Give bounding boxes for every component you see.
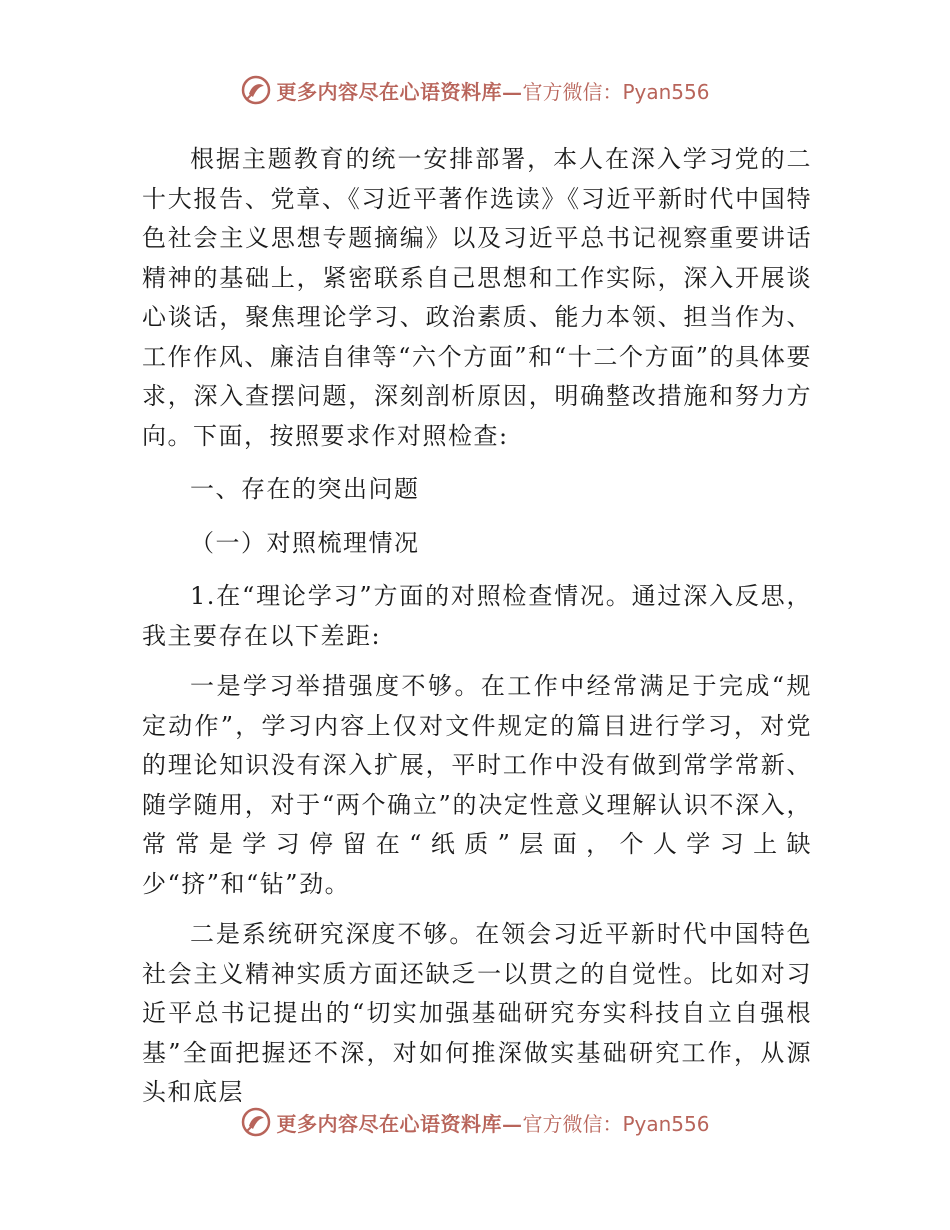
point-one-paragraph: 一是学习举措强度不够。在工作中经常满足于完成“规定动作”，学习内容上仅对文件规定的篇目进行学习，对党的理论知识没有深入扩展，平时工作中没有做到常学常新、随学随用，对于“两个确立”的决定性意义理解认识不深入，常常是学习停留在“纸质”层面，个人学习上缺少“挤”和“钻”劲。: [142, 672, 812, 898]
intro-paragraph: 根据主题教育的统一安排部署，本人在深入学习党的二十大报告、党章、《习近平著作选读》《习近平新时代中国特色社会主义思想专题摘编》以及习近平总书记视察重要讲话精神的基础上，紧密联系自己思想和工作实际，深入开展谈心谈话，聚焦理论学习、政治素质、能力本领、担当作为、工作作风、廉洁自律等“六个方面”和“十二个方面”的具体要求，深入查摆问题，深刻剖析原因，明确整改措施和努力方向。下面，按照要求作对照检查:: [142, 145, 812, 450]
section-heading: 一、存在的突出问题: [190, 475, 420, 503]
banner-text: 更多内容尽在心语资料库—: [276, 1111, 523, 1136]
subsection-heading: （一）对照梳理情况: [190, 528, 420, 557]
item-paragraph: 1.在“理论学习”方面的对照检查情况。通过深入反思，我主要存在以下差距:: [142, 582, 812, 650]
document-body: [142, 140, 812, 1113]
header-watermark-banner: [0, 70, 950, 110]
footer-watermark-banner: [0, 1102, 950, 1142]
logo-icon: [240, 1106, 272, 1138]
banner-wechat: 官方微信：Pyan556: [522, 79, 710, 104]
banner-wechat: 官方微信：Pyan556: [522, 1111, 710, 1136]
banner-text: 更多内容尽在心语资料库—: [276, 79, 523, 104]
point-two-paragraph: 二是系统研究深度不够。在领会习近平新时代中国特色社会主义精神实质方面还缺乏一以贯之的自觉性。比如对习近平总书记提出的“切实加强基础研究夯实科技自立自强根基”全面把握还不深，对如何推深做实基础研究工作，从源头和底层: [142, 920, 812, 1106]
logo-icon: [240, 74, 272, 106]
